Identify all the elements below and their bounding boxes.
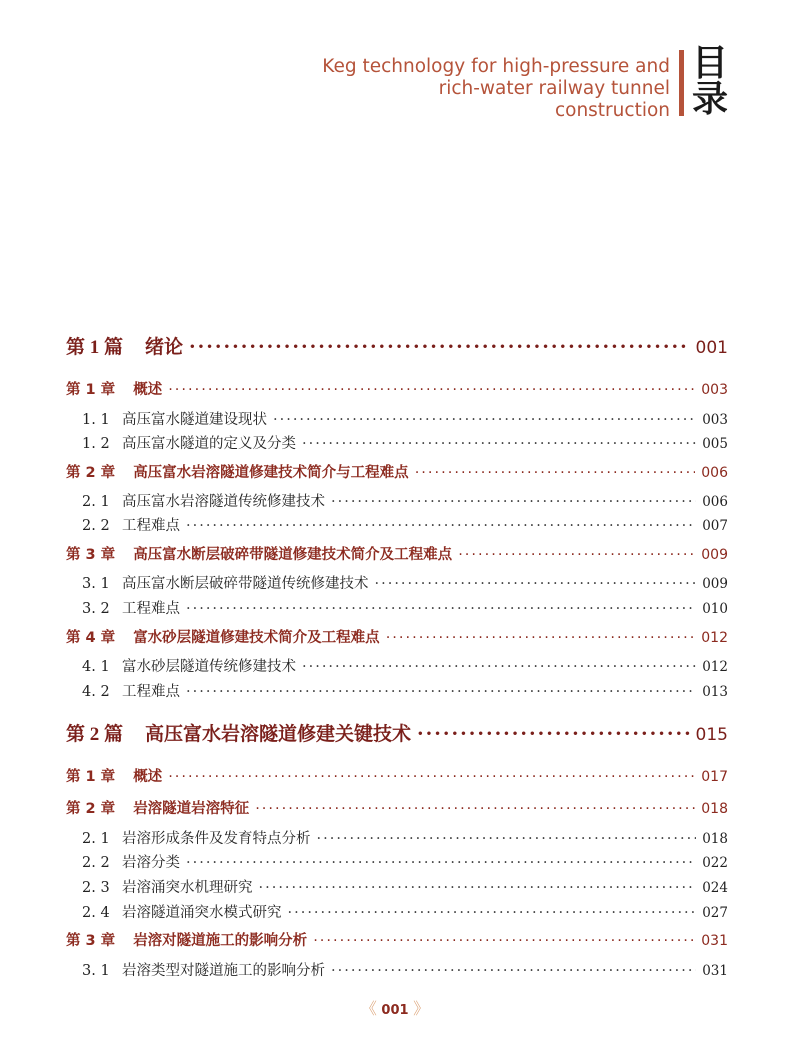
toc-chapter[interactable] <box>66 626 728 647</box>
toc-section[interactable] <box>82 432 728 453</box>
page-number: 009 <box>701 547 728 563</box>
section-number: 3. 1 <box>82 576 110 592</box>
page-number: 018 <box>702 831 728 847</box>
chapter-title: 概述 <box>133 769 163 785</box>
page-number: 017 <box>701 769 728 785</box>
dot-leader <box>331 963 696 979</box>
left-chevron-icon: 《 <box>360 999 377 1018</box>
toc-section[interactable] <box>82 514 728 535</box>
dot-leader <box>288 905 697 921</box>
section-number: 2. 3 <box>82 880 110 896</box>
chapter-title: 富水砂层隧道修建技术简介及工程难点 <box>133 630 380 646</box>
page-number: 018 <box>701 801 728 817</box>
chapter-number: 第 2 章 <box>66 465 116 481</box>
page-number: 003 <box>702 412 728 428</box>
part-number: 第 2 篇 <box>66 724 124 745</box>
right-chevron-icon: 》 <box>413 999 430 1018</box>
section-title: 岩溶隧道涌突水模式研究 <box>122 905 282 921</box>
toc-part-1[interactable] <box>66 332 728 359</box>
header-divider-bar <box>679 50 684 116</box>
chapter-number: 第 1 章 <box>66 769 116 785</box>
page-number: 010 <box>702 601 728 617</box>
section-number: 3. 1 <box>82 963 110 979</box>
chapter-title: 高压富水岩溶隧道修建技术简介与工程难点 <box>133 465 409 481</box>
page-number: 007 <box>702 518 728 534</box>
page-number: 031 <box>702 963 728 979</box>
page-number: 024 <box>702 880 728 896</box>
page-number: 005 <box>702 436 728 452</box>
toc-chapter[interactable] <box>66 797 728 818</box>
page-footer <box>0 996 790 1019</box>
english-title-line-3: construction <box>554 100 670 121</box>
section-number: 2. 1 <box>82 831 110 847</box>
section-number: 2. 1 <box>82 494 110 510</box>
section-number: 3. 2 <box>82 601 110 617</box>
dot-leader <box>255 801 695 817</box>
section-title: 岩溶涌突水机理研究 <box>122 880 253 896</box>
section-title: 高压富水岩溶隧道传统修建技术 <box>122 494 325 510</box>
chapter-title: 概述 <box>133 382 163 398</box>
page-number: 003 <box>701 382 728 398</box>
chapter-number: 第 3 章 <box>66 547 116 563</box>
page-number: 001 <box>695 338 728 358</box>
part-title: 高压富水岩溶隧道修建关键技术 <box>145 723 412 745</box>
dot-leader <box>386 630 696 646</box>
section-number: 1. 1 <box>82 412 110 428</box>
chinese-title <box>690 43 730 120</box>
section-title: 工程难点 <box>122 684 180 700</box>
section-number: 2. 4 <box>82 905 110 921</box>
section-number: 1. 2 <box>82 436 110 452</box>
page-number: 022 <box>702 855 728 871</box>
dot-leader <box>375 576 697 592</box>
dot-leader <box>273 412 696 428</box>
chinese-title-char-1: 目 <box>691 43 728 84</box>
page-number: 013 <box>702 684 728 700</box>
chapter-title: 岩溶对隧道施工的影响分析 <box>133 933 308 949</box>
toc-section[interactable] <box>82 490 728 511</box>
part-number: 第 1 篇 <box>66 337 124 358</box>
english-title-line-1: Keg technology for high-pressure and <box>322 56 670 77</box>
toc-part-2[interactable] <box>66 719 728 746</box>
dot-leader <box>331 494 696 510</box>
part-title: 绪论 <box>145 336 184 358</box>
english-title <box>322 56 670 122</box>
toc-section[interactable] <box>82 851 728 872</box>
section-number: 4. 2 <box>82 684 110 700</box>
page-number: 012 <box>701 630 728 646</box>
dot-leader <box>168 382 695 398</box>
toc-chapter[interactable] <box>66 378 728 399</box>
dot-leader <box>302 436 696 452</box>
section-title: 工程难点 <box>122 601 180 617</box>
page-number: 006 <box>701 465 728 481</box>
dot-leader <box>259 880 697 896</box>
page-number: 006 <box>702 494 728 510</box>
dot-leader <box>417 723 690 745</box>
toc-chapter[interactable] <box>66 765 728 786</box>
chapter-title: 高压富水断层破碎带隧道修建技术简介及工程难点 <box>133 547 453 563</box>
page-number: 027 <box>702 905 728 921</box>
toc-chapter[interactable] <box>66 543 728 564</box>
section-number: 2. 2 <box>82 518 110 534</box>
toc-section[interactable] <box>82 876 728 897</box>
english-title-line-2: rich-water railway tunnel <box>438 78 670 99</box>
dot-leader <box>317 831 697 847</box>
dot-leader <box>186 684 696 700</box>
chinese-title-char-2: 录 <box>691 79 728 120</box>
page-number: 012 <box>702 659 728 675</box>
chapter-number: 第 4 章 <box>66 630 116 646</box>
section-title: 岩溶形成条件及发育特点分析 <box>122 831 311 847</box>
dot-leader <box>302 659 696 675</box>
toc-chapter[interactable] <box>66 929 728 950</box>
toc-section[interactable] <box>82 572 728 593</box>
toc-section[interactable] <box>82 597 728 618</box>
page-number: 015 <box>695 725 728 745</box>
dot-leader <box>189 336 690 358</box>
toc-section[interactable] <box>82 959 728 980</box>
section-title: 工程难点 <box>122 518 180 534</box>
dot-leader <box>313 933 695 949</box>
section-number: 2. 2 <box>82 855 110 871</box>
chapter-number: 第 2 章 <box>66 801 116 817</box>
dot-leader <box>186 518 696 534</box>
section-title: 富水砂层隧道传统修建技术 <box>122 659 296 675</box>
chapter-number: 第 1 章 <box>66 382 116 398</box>
toc-section[interactable] <box>82 408 728 429</box>
dot-leader <box>168 769 695 785</box>
page-number: 009 <box>702 576 728 592</box>
toc-section[interactable] <box>82 901 728 922</box>
dot-leader <box>415 465 696 481</box>
toc-section[interactable] <box>82 655 728 676</box>
section-title: 高压富水隧道建设现状 <box>122 412 267 428</box>
toc-section[interactable] <box>82 827 728 848</box>
page-number: 031 <box>701 933 728 949</box>
section-title: 岩溶类型对隧道施工的影响分析 <box>122 963 325 979</box>
toc-section[interactable] <box>82 680 728 701</box>
toc-chapter[interactable] <box>66 461 728 482</box>
section-title: 高压富水断层破碎带隧道传统修建技术 <box>122 576 369 592</box>
chapter-title: 岩溶隧道岩溶特征 <box>133 801 250 817</box>
dot-leader <box>458 547 695 563</box>
dot-leader <box>186 855 696 871</box>
section-number: 4. 1 <box>82 659 110 675</box>
section-title: 高压富水隧道的定义及分类 <box>122 436 296 452</box>
footer-page-number: 001 <box>381 1003 409 1018</box>
section-title: 岩溶分类 <box>122 855 180 871</box>
chapter-number: 第 3 章 <box>66 933 116 949</box>
dot-leader <box>186 601 696 617</box>
